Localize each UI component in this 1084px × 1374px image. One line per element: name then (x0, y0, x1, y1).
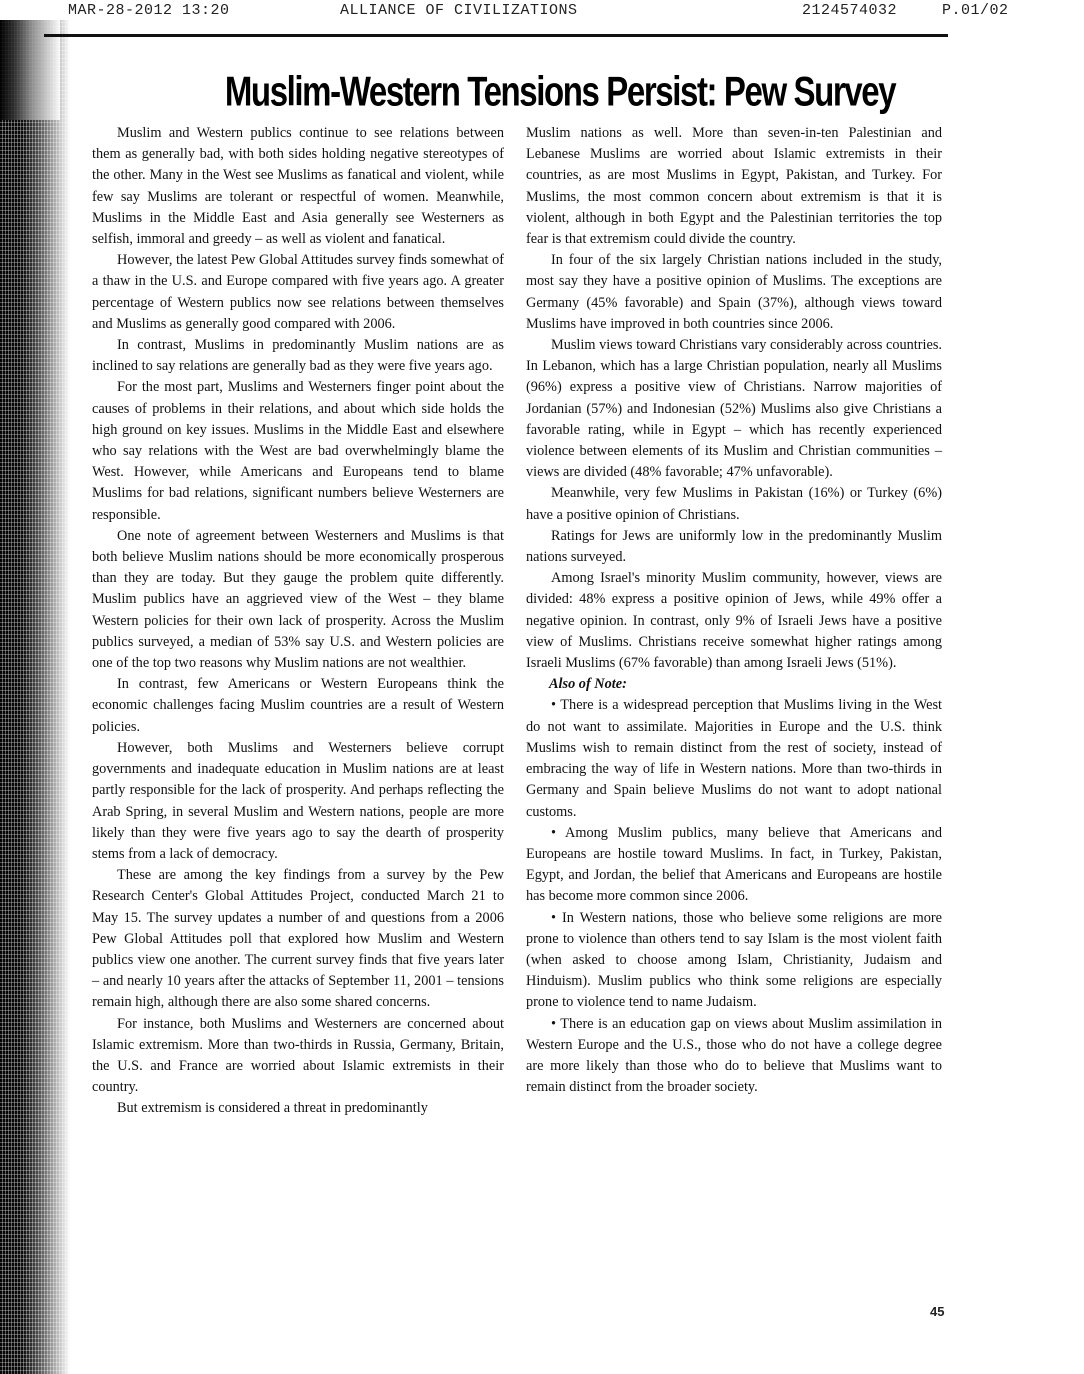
paragraph: Muslim and Western publics continue to see relations between them as generally bad, with both sides holding negative stereotypes of the other. Many in the West see Muslims as fanatical and violent, while few say Muslims are tolerant or respectful of women. Meanwhile, Muslims in the Middle East and Asia generally see Westerners as selfish, immoral and greedy – as well as violent and fanatical. (92, 125, 504, 248)
also-of-note-heading: Also of Note: (549, 676, 627, 693)
bullet-item: • In Western nations, those who believe some religions are more prone to violence than others tend to say Islam is the most violent faith (when asked to choose among Islam, Christianity, Judaism and Hinduism). Muslim publics who think some religions are especially prone to violence tend to name Judaism. (526, 909, 942, 1011)
paragraph: Ratings for Jews are uniformly low in the predominantly Muslim nations surveyed. (526, 527, 942, 566)
paragraph: One note of agreement between Westerners and Muslims is that both believe Muslim nations should be more economically prosperous than they are today. But they gauge the problem quite differently. Muslim publics have an aggrieved view of the West – they blame Western policies for their own lack of prosperity. Across the Muslim publics surveyed, a median of 53% say U.S. and Western policies are one of the top two reasons why Muslim nations are not wealthier. (92, 527, 504, 672)
paragraph: Among Israel's minority Muslim community, however, views are divided: 48% express a positive opinion of Jews, while 49% offer a negative opinion. In contrast, only 9% of Israeli Jews have a positive view of Muslims. Christians receive somewhat higher ratings among Israeli Muslims (67% favorable) than among Israeli Jews (51%). (526, 570, 942, 672)
fax-header (0, 2, 1084, 22)
fax-phone: 2124574032 (802, 2, 898, 19)
paragraph: However, both Muslims and Westerners believe corrupt governments and inadequate education in Muslim nations are at least partly responsible for the lack of prosperity. And perhaps reflecting the Arab Spring, in several Muslim and Western nations, people are more likely than they were five years ago to say the dearth of prosperity stems from a lack of democracy. (92, 739, 504, 862)
left-column (92, 123, 504, 1120)
bullet-item: • There is a widespread perception that Muslims living in the West do not want to assimilate. Majorities in Europe and the U.S. think Muslims wish to remain distinct from the rest of society, instead of embracing the way of life in Western nations. More than two-thirds in Germany and Spain believe Muslims do not want to adopt national customs. (526, 697, 942, 820)
article-headline: Muslim-Western Tensions Persist: Pew Survey (224, 68, 896, 115)
paragraph: For instance, both Muslims and Westerners are concerned about Islamic extremism. More than two-thirds in Russia, Germany, Britain, the U.S. and France are worried about Islamic extremists in their country. (92, 1015, 504, 1096)
fax-scan-shadow (0, 20, 70, 1374)
fax-date-time: MAR-28-2012 13:20 (68, 2, 230, 19)
paragraph: However, the latest Pew Global Attitudes survey finds somewhat of a thaw in the U.S. and Europe compared with five years ago. A greater percentage of Western publics now see relations between themselves and Muslims as generally good compared with 2006. (92, 252, 504, 332)
paragraph: These are among the key findings from a survey by the Pew Research Center's Global Attitudes Project, conducted March 21 to May 15. The survey updates a number of and questions from a 2006 Pew Global Attitudes poll that explored how Muslim and Western publics view one another. The current survey finds that five years later – and nearly 10 years after the attacks of September 11, 2001 – tensions remain high, although there are also some shared concerns. (92, 867, 504, 1011)
right-column (526, 123, 942, 1098)
paragraph: In contrast, Muslims in predominantly Muslim nations are as inclined to say relations are generally bad as they were five years ago. (92, 337, 504, 375)
paragraph: But extremism is considered a threat in predominantly (117, 1100, 428, 1117)
paragraph: In four of the six largely Christian nations included in the study, most say they have a positive opinion of Muslims. The exceptions are Germany (45% favorable) and Spain (37%), although views toward Muslims have improved in both countries since 2006. (526, 252, 942, 332)
fax-page-count: P.01/02 (942, 2, 1009, 19)
page-number: 45 (930, 1304, 945, 1319)
paragraph: For the most part, Muslims and Westerners finger point about the causes of problems in their relations, and about which side holds the high ground on key issues. Muslims in the Middle East and elsewhere who say relations with the West are bad overwhelmingly blame the West. However, while Americans and Europeans tend to blame Muslims for bad relations, significant numbers believe Westerners are responsible. (92, 379, 504, 523)
bullet-item: • There is an education gap on views about Muslim assimilation in Western Europe and the U.S., those who do not have a college degree are more likely than those who do to believe that Muslims want to remain distinct from the broader society. (526, 1015, 942, 1096)
paragraph: Muslim views toward Christians vary considerably across countries. In Lebanon, which has a large Christian population, nearly all Muslims (96%) express a positive view of Christians. Narrow majorities of Jordanian (57%) and Indonesian (52%) Muslims also give Christians a favorable rating, while in Egypt – which has recently experienced violence between elements of its Muslim and Christian communities – views are divided (48% favorable; 47% unfavorable). (526, 337, 942, 481)
paragraph: In contrast, few Americans or Western Europeans think the economic challenges facing Muslim countries are a result of Western policies. (92, 676, 504, 735)
fax-sender: ALLIANCE OF CIVILIZATIONS (340, 2, 578, 19)
paragraph: Meanwhile, very few Muslims in Pakistan (16%) or Turkey (6%) have a positive opinion of Christians. (526, 485, 942, 523)
header-rule (44, 34, 948, 37)
bullet-item: • Among Muslim publics, many believe that Americans and Europeans are hostile toward Muslims. In fact, in Turkey, Pakistan, Egypt, and Jordan, the belief that Americans and Europeans are hostile has become more common since 2006. (526, 824, 942, 905)
paragraph: Muslim nations as well. More than seven-in-ten Palestinian and Lebanese Muslims are worried about Islamic extremists in their countries, as are most Muslims in Egypt, Pakistan, and Turkey. For Muslims, the most common concern about extremism is that it is violent, although in both Egypt and the Palestinian territories the top fear is that extremism could divide the country. (526, 125, 942, 248)
